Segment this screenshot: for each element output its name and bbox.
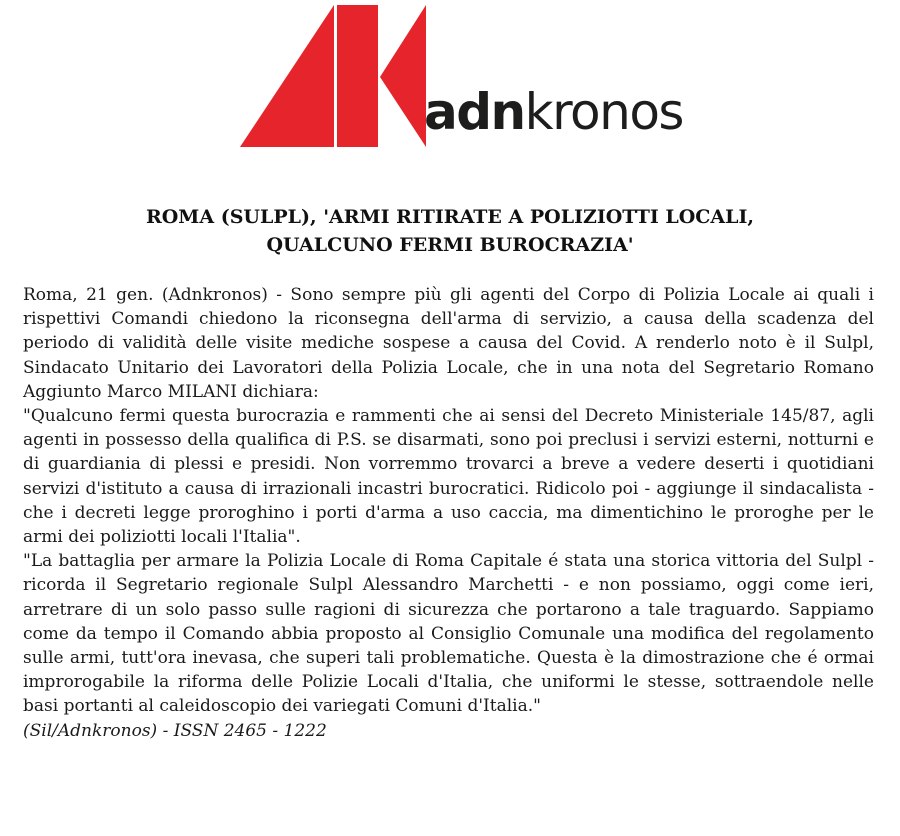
logo-word-bold: adn: [424, 83, 525, 141]
logo-word-regular: kronos: [524, 83, 683, 141]
article-paragraph-1: Roma, 21 gen. (Adnkronos) - Sono sempre più gli agenti del Corpo di Polizia Locale ai quali i rispettivi Comandi chiedono la riconsegna dell'arma di servizio, a causa della scadenza del periodo di validità delle visite mediche sospese a causa del Covid. A renderlo noto è il Sulpl, Sindacato Unitario dei Lavoratori della Polizia Locale, che in una nota del Segretario Romano Aggiunto Marco MILANI dichiara:: [23, 285, 874, 402]
headline-line-1: ROMA (SULPL), 'ARMI RITIRATE A POLIZIOTTI LOCALI,: [145, 206, 755, 228]
article-body: [23, 283, 874, 743]
adnkronos-logo: [0, 0, 900, 150]
article-headline: [0, 203, 900, 259]
article-paragraph-3: "La battaglia per armare la Polizia Locale di Roma Capitale é stata una storica vittoria del Sulpl - ricorda il Segretario regionale Sulpl Alessandro Marchetti - e non possiamo, oggi come ieri, arretrare di un solo passo sulle ragioni di sicurezza che portarono a tale traguardo. Sappiamo come da tempo il Comando abbia proposto al Consiglio Comunale una modifica del regolamento sulle armi, tutt'ora inevasa, che superi tali problematiche. Questa è la dimostrazione che é ormai improrogabile la riforma delle Polizie Locali d'Italia, che uniformi le stesse, sottraendole nelle basi portanti al caleidoscopio dei variegati Comuni d'Italia.": [23, 551, 874, 717]
article-credit: (Sil/Adnkronos) - ISSN 2465 - 1222: [23, 720, 327, 741]
adnkronos-k-mark-icon: [240, 5, 426, 147]
headline-line-2: QUALCUNO FERMI BUROCRAZIA': [266, 234, 634, 256]
article-paragraph-2: "Qualcuno fermi questa burocrazia e rammenti che ai sensi del Decreto Ministeriale 145/87, agli agenti in possesso della qualifica di P.S. se disarmati, sono poi preclusi i servizi esterni, notturni e di guardiania di plessi e presidi. Non vorremmo trovarci a breve a vedere deserti i quotidiani servizi d'istituto a causa di irrazionali incastri burocratici. Ridicolo poi - aggiunge il sindacalista - che i decreti legge proroghino i porti d'arma a uso caccia, ma dimentichino le proroghe per le armi dei poliziotti locali l'Italia".: [23, 406, 874, 548]
logo-wordmark: [424, 82, 683, 142]
